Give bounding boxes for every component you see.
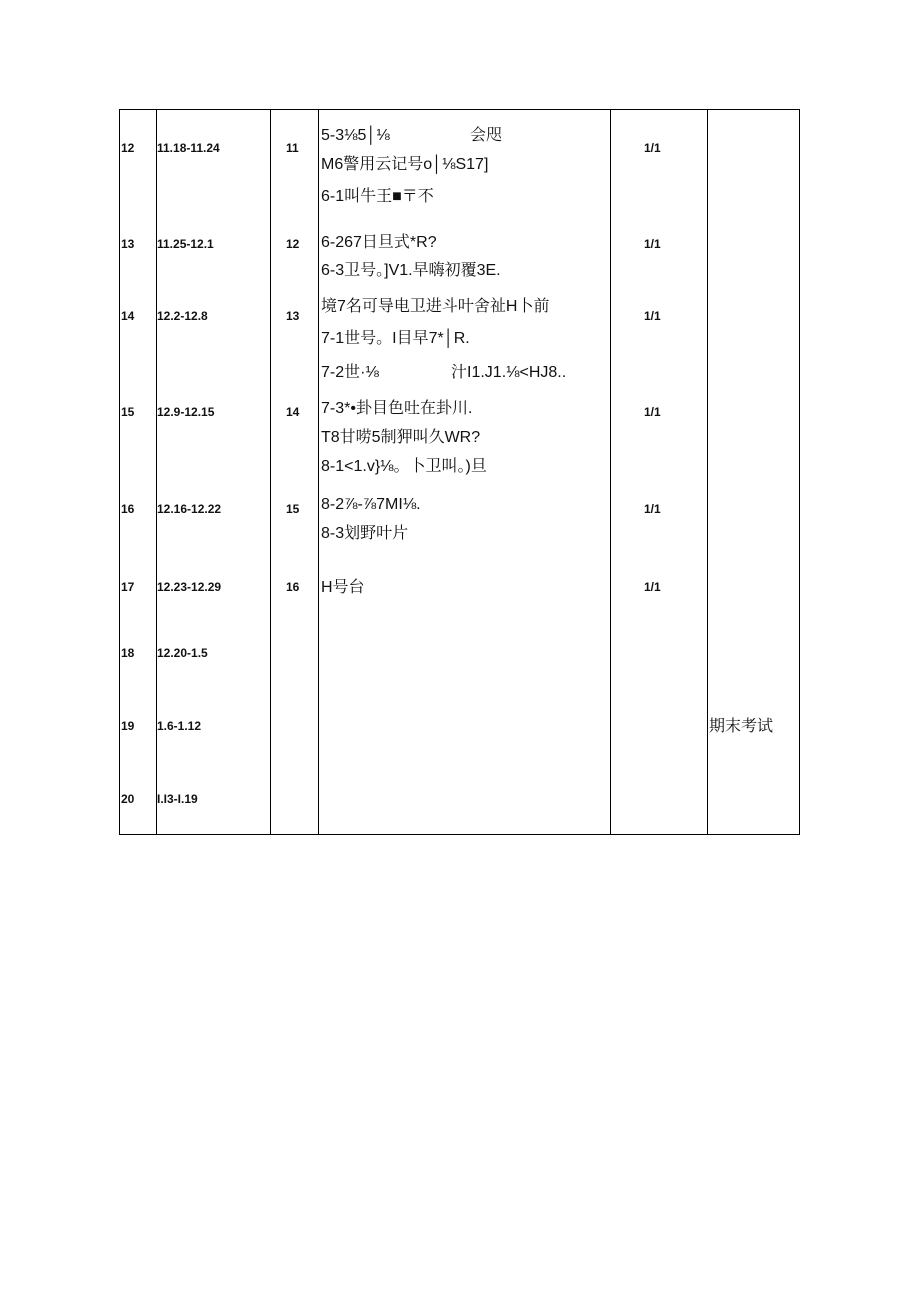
row-number: 12	[121, 141, 135, 155]
row-number: 13	[121, 237, 135, 251]
content-line: 8-3划野叶片	[321, 525, 409, 542]
date-range: I.I3-I.19	[157, 792, 198, 806]
content-line: 8-2⅞-⅞7MI⅛.	[321, 496, 421, 513]
lesson-number: 11	[286, 141, 299, 155]
content-line: 8-1<1.v}⅛。卜卫叫。)旦	[321, 458, 487, 475]
date-range: 11.18-11.24	[157, 141, 220, 155]
ratio: 1/1	[644, 309, 661, 323]
row-number: 15	[121, 405, 135, 419]
lesson-number: 12	[286, 237, 300, 251]
column-divider	[318, 110, 319, 834]
date-range: 12.20-1.5	[157, 646, 208, 660]
lesson-number: 13	[286, 309, 300, 323]
date-range: 12.9-12.15	[157, 405, 215, 419]
ratio: 1/1	[644, 580, 661, 594]
content-line: 6-3卫号。]V1.早嗨初覆3E.	[321, 262, 501, 279]
row-number: 17	[121, 580, 135, 594]
row-number: 18	[121, 646, 135, 660]
content-line: 会咫	[470, 127, 503, 144]
row-number: 14	[121, 309, 135, 323]
content-line: 汁I1.J1.⅛<HJ8..	[451, 364, 567, 381]
ratio: 1/1	[644, 141, 661, 155]
schedule-table	[119, 109, 800, 835]
ratio: 1/1	[644, 237, 661, 251]
date-range: 12.16-12.22	[157, 502, 222, 516]
date-range: 12.2-12.8	[157, 309, 208, 323]
content-line: 境7名可导电卫进斗叶舍祉H卜前	[321, 298, 550, 315]
column-divider	[610, 110, 611, 834]
lesson-number: 15	[286, 502, 300, 516]
content-line: 7-3*•卦目色吐在卦川.	[321, 400, 473, 417]
content-line: 5-3⅛5│⅛	[321, 127, 390, 144]
date-range: 12.23-12.29	[157, 580, 222, 594]
content-line: H号台	[321, 579, 365, 596]
column-divider	[270, 110, 271, 834]
column-divider	[707, 110, 708, 834]
content-line: T8甘唠5制狎叫久WR?	[321, 429, 481, 446]
exam-note: 期末考试	[709, 718, 774, 735]
content-line: M6警用云记号o│⅛S17]	[321, 156, 489, 173]
lesson-number: 14	[286, 405, 300, 419]
content-line: 6-1叫牛王■〒不	[321, 188, 434, 205]
date-range: 11.25-12.1	[157, 237, 214, 251]
ratio: 1/1	[644, 502, 661, 516]
lesson-number: 16	[286, 580, 300, 594]
row-number: 20	[121, 792, 135, 806]
row-number: 19	[121, 719, 135, 733]
content-line: 7-2世·⅛	[321, 364, 379, 381]
content-line: 7-1世号。I目早7*│R.	[321, 330, 470, 347]
date-range: 1.6-1.12	[157, 719, 202, 733]
content-line: 6-267日旦式*R?	[321, 234, 437, 251]
ratio: 1/1	[644, 405, 661, 419]
row-number: 16	[121, 502, 135, 516]
